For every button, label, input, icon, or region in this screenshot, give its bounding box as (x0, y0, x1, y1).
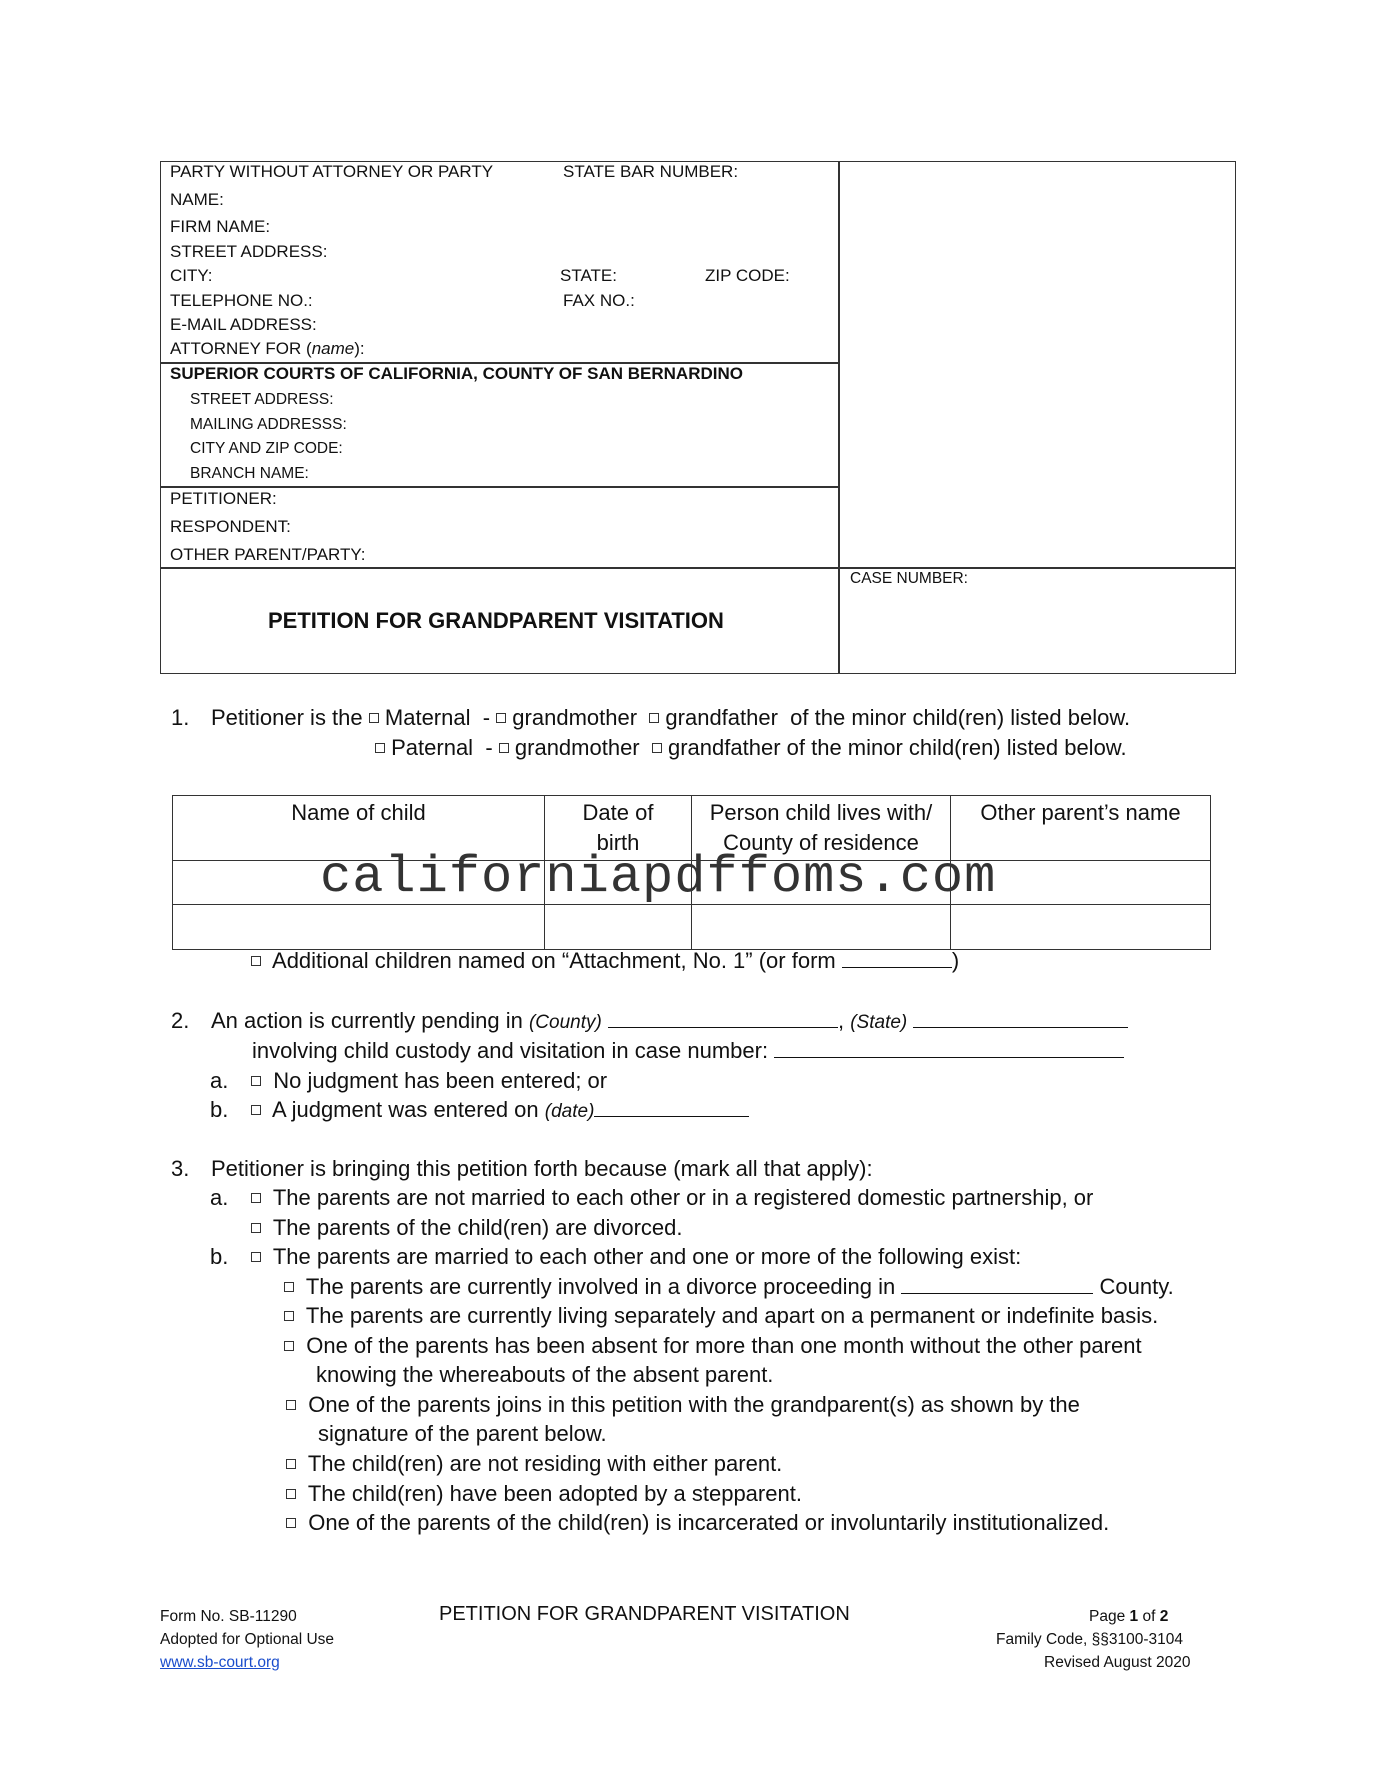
paternal-grandmother-label: grandmother (514, 735, 640, 760)
telephone-label: TELEPHONE NO.: (170, 291, 313, 310)
living-separately-text: The parents are currently living separately and apart on a permanent or indefinite basis. (305, 1303, 1159, 1328)
family-code: Family Code, §§3100-3104 (996, 1631, 1183, 1648)
item2-b-line (251, 1097, 749, 1123)
zip-label: ZIP CODE: (705, 266, 790, 285)
item1-dash: - (482, 705, 491, 730)
cell-lives-2[interactable] (692, 905, 951, 950)
item3-a-letter: a. (210, 1185, 229, 1210)
additional-close: ) (951, 948, 960, 973)
item3-number: 3. (171, 1156, 190, 1181)
stepparent-checkbox[interactable] (286, 1489, 296, 1499)
item3-lead: Petitioner is bringing this petition forth because (mark all that apply): (211, 1156, 873, 1181)
court-branch-label: BRANCH NAME: (190, 465, 309, 482)
item3-b3-line (284, 1333, 1142, 1359)
other-parent-label: OTHER PARENT/PARTY: (170, 545, 366, 564)
item3-b1-line (284, 1274, 1174, 1300)
item3-b-letter: b. (210, 1244, 229, 1269)
party-label: PARTY WITHOUT ATTORNEY OR PARTY (170, 162, 494, 181)
court-city-label: CITY AND ZIP CODE: (190, 440, 343, 457)
watermark-text: californiapdffoms.com (320, 848, 997, 907)
email-label: E-MAIL ADDRESS: (170, 315, 317, 334)
item1-lead: Petitioner is the (211, 705, 363, 730)
paternal-grandfather-checkbox[interactable] (652, 743, 662, 753)
form-number: Form No. SB-11290 (160, 1608, 297, 1625)
state-label: STATE: (560, 266, 617, 285)
incarcerated-checkbox[interactable] (286, 1518, 296, 1528)
date-label: (date) (544, 1101, 595, 1122)
street-label: STREET ADDRESS: (170, 242, 328, 261)
parent-joins-text-2: signature of the parent below. (318, 1421, 607, 1446)
item1-line1 (211, 705, 1130, 731)
item1-tail: of the minor child(ren) listed below. (790, 705, 1131, 730)
fax-label: FAX NO.: (563, 291, 635, 310)
state-label-item2: (State) (850, 1012, 908, 1033)
judgment-date-blank[interactable] (594, 1116, 749, 1117)
county-label: (County) (528, 1012, 602, 1033)
item1-dash-2: - (485, 735, 493, 760)
item1-line2 (375, 735, 1127, 761)
attorney-for-label (170, 339, 365, 359)
item2-line2 (252, 1038, 1124, 1064)
state-bar-label: STATE BAR NUMBER: (563, 162, 739, 181)
item3-a1-line (251, 1185, 1093, 1211)
case-number-blank[interactable] (774, 1057, 1124, 1058)
paternal-grandmother-checkbox[interactable] (499, 743, 509, 753)
item3-b6-line (286, 1481, 802, 1507)
page-indicator (1089, 1608, 1168, 1626)
col-name-of-child-label: Name of child (291, 800, 426, 825)
divorce-county-blank[interactable] (901, 1293, 1093, 1294)
cell-other-parent-2[interactable] (951, 905, 1211, 950)
col-dob-line1: Date of (582, 800, 654, 825)
item2-comma: , (837, 1008, 845, 1033)
county-blank[interactable] (608, 1027, 838, 1028)
incarcerated-text: One of the parents of the child(ren) is incarcerated or involuntarily institutionalized. (308, 1510, 1110, 1535)
revised-date: Revised August 2020 (1044, 1654, 1191, 1671)
not-residing-checkbox[interactable] (286, 1459, 296, 1469)
additional-children-line (251, 948, 959, 974)
city-label: CITY: (170, 266, 213, 285)
col-dob-line2: birth (596, 830, 640, 855)
item3-b-line (251, 1244, 1021, 1270)
item3-a2-line (251, 1215, 682, 1241)
stepparent-text: The child(ren) have been adopted by a stepparent. (307, 1481, 802, 1506)
parent-joins-text: One of the parents joins in this petition with the grandparent(s) as shown by the (308, 1392, 1080, 1417)
court-mailing-label: MAILING ADDRESSS: (190, 416, 347, 433)
maternal-grandfather-label: grandfather (665, 705, 778, 730)
form-title: PETITION FOR GRANDPARENT VISITATION (268, 608, 724, 633)
caption-rule-parties (160, 486, 839, 488)
married-text: The parents are married to each other and one or more of the following exist: (272, 1244, 1022, 1269)
footer-title: PETITION FOR GRANDPARENT VISITATION (439, 1603, 850, 1625)
divorced-text: The parents of the child(ren) are divorced. (272, 1215, 683, 1240)
divorced-checkbox[interactable] (251, 1223, 261, 1233)
item2-lead: An action is currently pending in (211, 1008, 523, 1033)
no-judgment-checkbox[interactable] (251, 1076, 261, 1086)
living-separately-checkbox[interactable] (284, 1311, 294, 1321)
parent-absent-checkbox[interactable] (284, 1341, 294, 1351)
item2-line1 (211, 1008, 1128, 1034)
item2-a-line (251, 1068, 607, 1094)
table-row (173, 905, 1211, 950)
page-prefix: Page (1089, 1608, 1126, 1625)
maternal-grandmother-checkbox[interactable] (496, 713, 506, 723)
page-of: of (1142, 1608, 1156, 1625)
paternal-grandfather-label: grandfather (668, 735, 781, 760)
col-other-parent-label: Other parent’s name (980, 800, 1181, 825)
adopted-text: Adopted for Optional Use (160, 1631, 335, 1648)
item1-number: 1. (171, 705, 190, 730)
maternal-label: Maternal (384, 705, 471, 730)
not-residing-text: The child(ren) are not residing with either parent. (307, 1451, 783, 1476)
item3-b5-line (286, 1451, 782, 1477)
caption-rule-title (160, 567, 1236, 569)
divorce-county-tail: County. (1099, 1274, 1174, 1299)
paternal-checkbox[interactable] (375, 743, 385, 753)
caption-divider (838, 161, 840, 674)
cell-name-2[interactable] (173, 905, 545, 950)
petitioner-label: PETITIONER: (170, 489, 277, 508)
no-judgment-text: No judgment has been entered; or (273, 1068, 608, 1093)
item3-b4-line (286, 1392, 1080, 1418)
item2-b-letter: b. (210, 1097, 229, 1122)
paternal-label: Paternal (391, 735, 474, 760)
col-lives-line2: County of residence (723, 830, 919, 855)
col-lives-line1: Person child lives with/ (709, 800, 933, 825)
judgment-entered-text: A judgment was entered on (272, 1097, 539, 1122)
court-title: SUPERIOR COURTS OF CALIFORNIA, COUNTY OF SAN BERNARDINO (170, 364, 743, 383)
item2-case-text: involving child custody and visitation in case number: (252, 1038, 769, 1063)
married-checkbox[interactable] (251, 1252, 261, 1262)
not-married-text: The parents are not married to each other or in a registered domestic partnership, or (272, 1185, 1094, 1210)
divorce-proceeding-text: The parents are currently involved in a divorce proceeding in (305, 1274, 896, 1299)
maternal-grandmother-label: grandmother (512, 705, 638, 730)
attorney-close-text: ): (354, 339, 365, 358)
court-website-link[interactable]: www.sb-court.org (160, 1654, 280, 1671)
firm-label: FIRM NAME: (170, 217, 271, 236)
not-married-checkbox[interactable] (251, 1193, 261, 1203)
name-label: NAME: (170, 190, 224, 209)
item3-b7-line (286, 1510, 1109, 1536)
attorney-name-text: name (311, 339, 355, 358)
judgment-entered-checkbox[interactable] (251, 1105, 261, 1115)
case-number-label: CASE NUMBER: (850, 570, 968, 587)
maternal-grandfather-checkbox[interactable] (649, 713, 659, 723)
parent-absent-text: One of the parents has been absent for more than one month without the other parent (306, 1333, 1142, 1358)
item1-tail-2: of the minor child(ren) listed below. (786, 735, 1127, 760)
divorce-proceeding-checkbox[interactable] (284, 1282, 294, 1292)
additional-children-text: Additional children named on “Attachment, No. 1” (or form (272, 948, 836, 973)
page-number: 1 (1129, 1608, 1139, 1625)
additional-children-checkbox[interactable] (251, 956, 261, 966)
state-blank[interactable] (913, 1027, 1128, 1028)
item2-number: 2. (171, 1008, 190, 1033)
form-number-blank[interactable] (842, 967, 952, 968)
respondent-label: RESPONDENT: (170, 517, 291, 536)
item2-a-letter: a. (210, 1068, 229, 1093)
page-total: 2 (1159, 1608, 1169, 1625)
parent-absent-text-2: knowing the whereabouts of the absent parent. (316, 1362, 774, 1387)
maternal-checkbox[interactable] (369, 713, 379, 723)
court-street-label: STREET ADDRESS: (190, 391, 334, 408)
cell-dob-2[interactable] (545, 905, 692, 950)
attorney-for-text: ATTORNEY FOR ( (170, 339, 312, 358)
item3-b2-line (284, 1303, 1158, 1329)
parent-joins-checkbox[interactable] (286, 1400, 296, 1410)
